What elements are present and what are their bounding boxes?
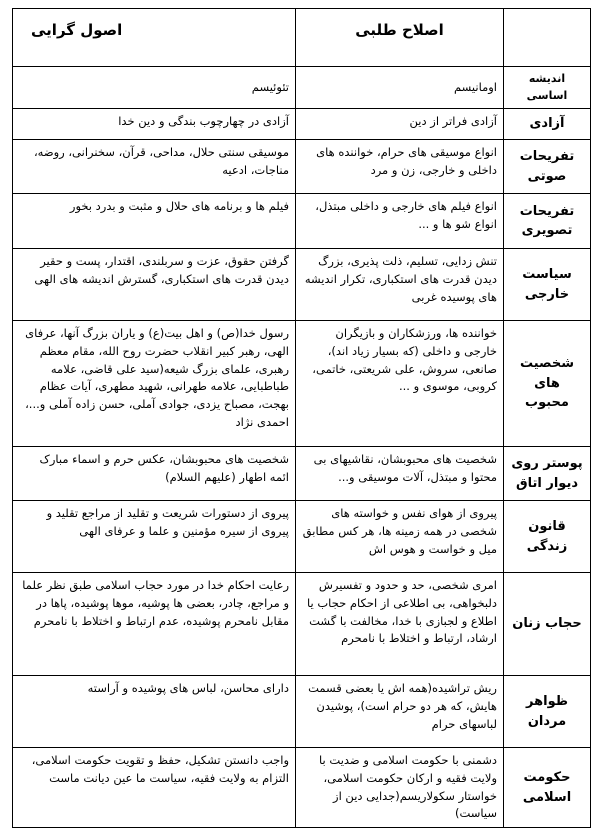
table-row — [13, 501, 591, 573]
reform-cell: اومانیسم — [296, 67, 504, 109]
row-label: ظواهر مردان — [504, 676, 591, 748]
row-label: پوستر روی دیوار اتاق — [504, 447, 591, 501]
table-row — [13, 321, 591, 447]
principle-cell: واجب دانستن تشکیل، حفظ و تقویت حکومت اسلامی، التزام به ولایت فقیه، سیاست ما عین دیانت ماست — [13, 748, 296, 828]
principle-cell: پیروی از دستورات شریعت و تقلید از مراجع تقلید و پیروی از سیره مؤمنین و علما و عرفای الهی — [13, 501, 296, 573]
reform-column-header: اصلاح طلبی — [296, 9, 504, 67]
principle-column-header: اصول گرایی — [13, 9, 296, 67]
comparison-table — [12, 8, 591, 828]
principle-cell: موسیقی سنتی حلال، مداحی، قرآن، سخنرانی، روضه، مناجات، ادعیه — [13, 140, 296, 194]
table-row — [13, 748, 591, 828]
row-label: تفریحات صوتی — [504, 140, 591, 194]
table-row — [13, 447, 591, 501]
row-label: اندیشه اساسی — [504, 67, 591, 109]
principle-cell: آزادی در چهارچوب بندگی و دین خدا — [13, 109, 296, 140]
row-label: تفریحات تصویری — [504, 194, 591, 249]
principle-cell: گرفتن حقوق، عزت و سربلندی، اقتدار، پست و حقیر دیدن قدرت های استکباری، گسترش اندیشه های الهی — [13, 249, 296, 321]
row-label: شخصیت های محبوب — [504, 321, 591, 447]
principle-cell: شخصیت های محبوبشان، عکس حرم و اسماء مبارک ائمه اطهار (علیهم السلام) — [13, 447, 296, 501]
row-label: حکومت اسلامی — [504, 748, 591, 828]
reform-cell: انواع فیلم های خارجی و داخلی مبتذل، انواع شو ها و ... — [296, 194, 504, 249]
reform-cell: خواننده ها، ورزشکاران و بازیگران خارجی و داخلی (که بسیار زیاد اند)، صانعی، سروش، علی شریعتی، خاتمی، کروبی، موسوی و ... — [296, 321, 504, 447]
table-row — [13, 573, 591, 676]
table-row — [13, 67, 591, 109]
corner-cell — [504, 9, 591, 67]
row-label: سیاست خارجی — [504, 249, 591, 321]
principle-cell: دارای محاسن، لباس های پوشیده و آراسته — [13, 676, 296, 748]
principle-cell: فیلم ها و برنامه های حلال و مثبت و بدرد بخور — [13, 194, 296, 249]
reform-cell: ریش تراشیده(همه اش یا بعضی قسمت هایش، که هر دو حرام است)، پوشیدن لباسهای حرام — [296, 676, 504, 748]
reform-cell: پیروی از هوای نفس و خواسته های شخصی در همه زمینه ها، هر کس مطابق میل و خواست و هوس اش — [296, 501, 504, 573]
reform-cell: دشمنی با حکومت اسلامی و ضدیت با ولایت فقیه و ارکان حکومت اسلامی، خواستار سکولاریسم(جدایی دین از سیاست) — [296, 748, 504, 828]
table-row — [13, 140, 591, 194]
reform-cell: انواع موسیقی های حرام، خواننده های داخلی و خارجی، زن و مرد — [296, 140, 504, 194]
principle-cell: تئوئیسم — [13, 67, 296, 109]
row-label: قانون زندگی — [504, 501, 591, 573]
table-row — [13, 109, 591, 140]
table-row — [13, 676, 591, 748]
table-header-row — [13, 9, 591, 67]
row-label: آزادی — [504, 109, 591, 140]
reform-cell: آزادی فراتر از دین — [296, 109, 504, 140]
row-label: حجاب زنان — [504, 573, 591, 676]
principle-cell: رعایت احکام خدا در مورد حجاب اسلامی طبق نظر علما و مراجع، چادر، بعضی ها پوشیه، موها پوشیده، پاها در مقابل نامحرم پوشیده، عدم ارتباط و اختلاط با نامحرم — [13, 573, 296, 676]
reform-cell: شخصیت های محبوبشان، نقاشیهای بی محتوا و مبتذل، آلات موسیقی و... — [296, 447, 504, 501]
principle-cell: رسول خدا(ص) و اهل بیت(ع) و یاران بزرگ آنها، عرفای الهی، رهبر کبیر انقلاب حضرت روح الله، مقام معظم رهبری، علمای بزرگ شیعه(سید علی قاضی، علامه طباطبایی، علامه طهرانی، شهید مطهری، آیات عظام بهجت، مصباح یزدی، جوادی آملی، حسن زاده آملی و...، احمدی نژاد — [13, 321, 296, 447]
reform-cell: تنش زدایی، تسلیم، ذلت پذیری، بزرگ دیدن قدرت های استکباری، تکرار اندیشه های پوسیده غربی — [296, 249, 504, 321]
table-row — [13, 249, 591, 321]
table-row — [13, 194, 591, 249]
reform-cell: امری شخصی، حد و حدود و تفسیرش دلبخواهی، بی اطلاعی از احکام حجاب یا اطلاع و لجبازی با خدا، مخالفت با گشت ارشاد، ارتباط و اختلاط با نامحرم — [296, 573, 504, 676]
